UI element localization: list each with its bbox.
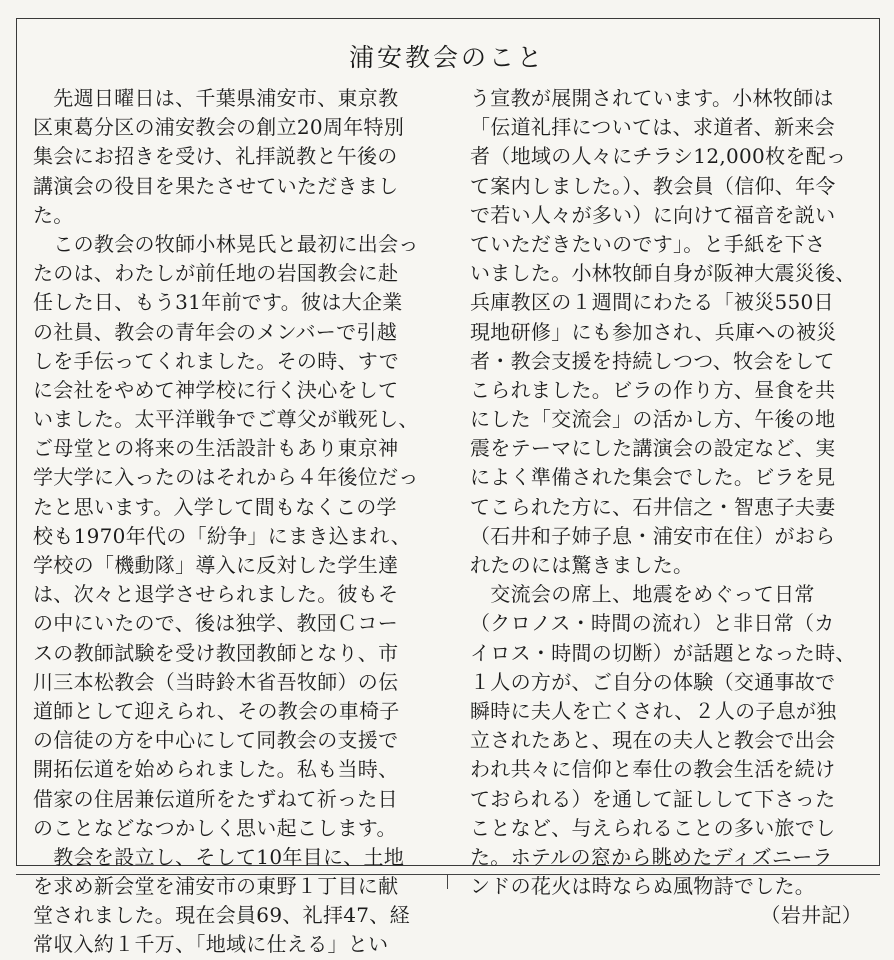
text-line: 校も1970年代の「紛争」にまき込まれ、 — [33, 523, 412, 548]
text-line: の信徒の方を中心にして同教会の支援で — [33, 728, 399, 753]
text-line: 堂されました。現在会員69、礼拝47、経 — [33, 903, 410, 928]
text-line: 区東葛分区の浦安教会の創立20周年特別 — [33, 115, 405, 140]
text-line: われ共々に信仰と奉仕の教会生活を続け — [470, 757, 836, 782]
text-line: たと思います。入学して間もなくこの学 — [33, 494, 397, 519]
text-line: ンドの花火は時ならぬ風物詩でした。 — [470, 874, 816, 899]
text-line: 常収入約１千万、「地域に仕える」とい — [33, 932, 389, 957]
text-line: のことなどなつかしく思い起こします。 — [33, 815, 397, 840]
text-line: た。ホテルの窓から眺めたディズニーラ — [470, 844, 833, 869]
text-line: ことなど、与えられることの多い旅でし — [470, 815, 836, 840]
text-line: は、次々と退学させられました。彼もそ — [33, 582, 399, 607]
bottom-column-tick — [447, 874, 448, 889]
text-line: 先週日曜日は、千葉県浦安市、東京教 — [33, 86, 399, 110]
text-line: 道師として迎えられ、その教会の車椅子 — [33, 698, 400, 723]
text-line: 教会を設立し、そして10年目に、土地 — [33, 844, 405, 869]
text-line: てこられた方に、石井信之・智恵子夫妻 — [470, 494, 836, 519]
text-line: （石井和子姉子息・浦安市在住）がおら — [470, 523, 836, 548]
text-line: ていただきたいのです」。と手紙を下さ — [470, 231, 826, 256]
text-line: 者（地域の人々にチラシ12,000枚を配っ — [470, 144, 847, 169]
text-line: 集会にお招きを受け、礼拝説教と午後の — [33, 144, 398, 169]
article-column-right — [470, 84, 862, 930]
text-line: を求め新会堂を浦安市の東野１丁目に献 — [33, 874, 399, 899]
text-line: にした「交流会」の活かし方、午後の地 — [470, 407, 836, 432]
text-line: れたのには驚きました。 — [470, 553, 694, 577]
text-line: 川三本松教会（当時鈴木省吾牧師）の伝 — [33, 669, 399, 694]
text-line: いました。小林牧師自身が阪神大震災後、 — [470, 261, 856, 286]
text-line: 開拓伝道を始められました。私も当時、 — [33, 757, 399, 782]
article-title: 浦安教会のこと — [348, 43, 545, 72]
text-line: 借家の住居兼伝道所をたずねて祈った日 — [33, 786, 398, 811]
text-line: の中にいたので、後は独学、教団Ｃコー — [33, 611, 398, 636]
author-signature: （岩井記） — [760, 903, 862, 928]
text-line: 瞬時に夫人を亡くされ、２人の子息が独 — [470, 698, 837, 723]
text-line: （クロノス・時間の流れ）と非日常（カ — [470, 611, 835, 636]
text-line: によく準備された集会でした。ビラを見 — [470, 465, 836, 490]
text-line: で若い人々が多い）に向けて福音を説い — [470, 202, 836, 227]
text-line: スの教師試験を受け教団教師となり、市 — [33, 640, 399, 665]
text-line: しを手伝ってくれました。その時、すで — [33, 348, 399, 373]
text-line: 兵庫教区の１週間にわたる「被災550日 — [470, 290, 834, 315]
text-line: いました。太平洋戦争でご尊父が戦死し、 — [33, 407, 419, 432]
text-line: 任した日、もう31年前です。彼は大企業 — [33, 290, 403, 315]
text-line: て案内しました。）、教会員（信仰、年令 — [470, 173, 836, 198]
text-line: 学校の「機動隊」導入に反対した学生達 — [33, 553, 399, 577]
text-line: う宣教が展開されています。小林牧師は — [470, 86, 834, 110]
text-line: ご母堂との将来の生活設計もあり東京神 — [33, 436, 399, 461]
text-line: の社員、教会の青年会のメンバーで引越 — [33, 319, 397, 344]
text-line: 震をテーマにした講演会の設定など、実 — [470, 436, 836, 461]
article-column-left — [33, 84, 419, 960]
text-line: た。 — [33, 202, 74, 227]
text-line: こられました。ビラの作り方、昼食を共 — [470, 377, 836, 402]
text-line: 「伝道礼拝については、求道者、新来会 — [470, 115, 835, 140]
text-line: 交流会の席上、地震をめぐって日常 — [470, 582, 815, 607]
text-line: 立されたあと、現在の夫人と教会で出会 — [470, 728, 836, 753]
text-line: この教会の牧師小林晃氏と最初に出会っ — [33, 231, 419, 256]
text-line: に会社をやめて神学校に行く決心をして — [33, 377, 399, 402]
text-line: ておられる）を通して証しして下さった — [470, 786, 836, 811]
text-line: 学大学に入ったのはそれから４年後位だっ — [33, 465, 419, 490]
text-line: イロス・時間の切断）が話題となった時、 — [470, 640, 856, 665]
text-line: 講演会の役目を果たさせていただきまし — [33, 173, 399, 198]
text-line: 者・教会支援を持続しつつ、牧会をして — [470, 348, 835, 373]
text-line: １人の方が、ご自分の体験（交通事故で — [470, 669, 836, 694]
text-line: 現地研修」にも参加され、兵庫への被災 — [470, 319, 837, 344]
bottom-divider — [16, 874, 880, 875]
text-line: たのは、わたしが前任地の岩国教会に赴 — [33, 261, 399, 286]
